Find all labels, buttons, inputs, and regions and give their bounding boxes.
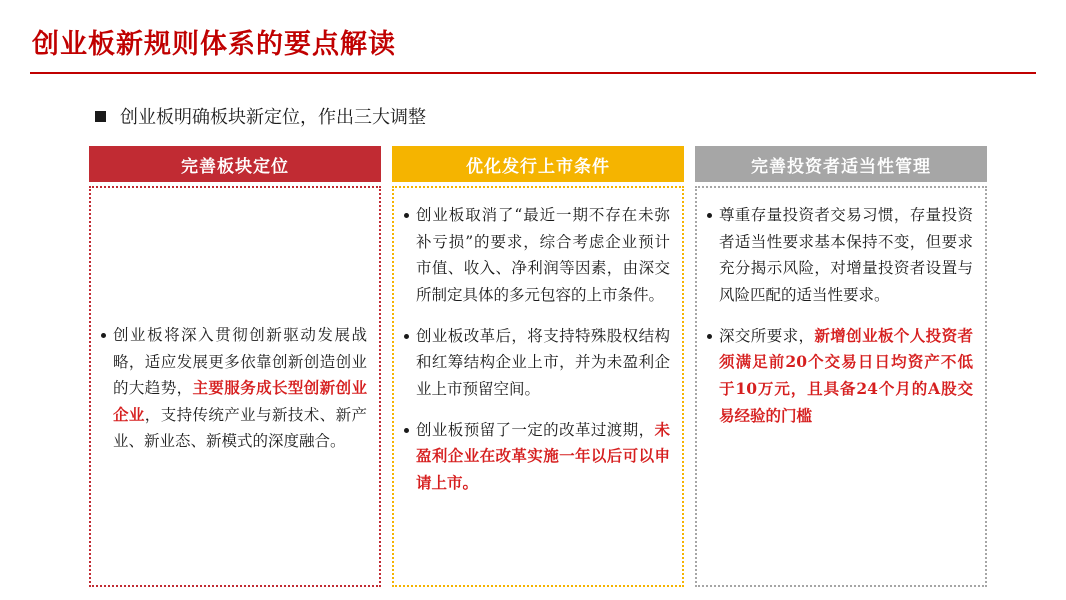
bullet-text: [416, 417, 670, 497]
body-text: 创业板将深入贯彻创新驱动发展战略，适应发展更多依靠创新创造创业的大趋势，: [113, 325, 367, 398]
bullet-text: [416, 323, 670, 403]
column-body: [695, 186, 987, 587]
body-text: ，支持传统产业与新技术、新产业、新业态、新模式的深度融合。: [113, 405, 367, 451]
highlight-text: 未盈利企业在改革实施一年以后可以申请上市。: [416, 419, 670, 492]
bullet-dot-icon: [101, 333, 106, 338]
highlight-text: 新增创业板个人投资者须满足前20个交易日日均资产不低于10万元，且具备24个月的A股交易经验的门槛: [719, 325, 973, 425]
lead-bullet-text: 创业板明确板块新定位，作出三大调整: [120, 107, 426, 128]
column-positioning: [89, 146, 381, 587]
bullet-dot-icon: [404, 213, 409, 218]
column-body: [392, 186, 684, 587]
bullet-paragraph: [404, 323, 670, 403]
title-divider: [30, 72, 1036, 74]
highlight-text: 主要服务成长型创新创业企业: [113, 378, 367, 424]
bullet-text: [719, 202, 973, 309]
body-text: 创业板取消了“最近一期不存在未弥补亏损”的要求，综合考虑企业预计市值、收入、净利润等因素，由深交所制定具体的多元包容的上市条件。: [416, 206, 670, 304]
column-listing-conditions: [392, 146, 684, 587]
body-text: 尊重存量投资者交易习惯，存量投资者适当性要求基本保持不变，但要求充分揭示风险，对增量投资者设置与风险匹配的适当性要求。: [719, 206, 973, 304]
bullet-paragraph: [404, 417, 670, 497]
bullet-dot-icon: [404, 428, 409, 433]
page-title: 创业板新规则体系的要点解读: [32, 29, 396, 60]
bullet-paragraph: [707, 323, 973, 430]
column-body: [89, 186, 381, 587]
bullet-dot-icon: [707, 213, 712, 218]
bullet-dot-icon: [404, 334, 409, 339]
bullet-text: [719, 323, 973, 430]
body-text: 创业板预留了一定的改革过渡期，: [416, 420, 655, 439]
lead-bullet-row: [95, 103, 426, 129]
bullet-text: [416, 202, 670, 309]
columns-container: [89, 146, 987, 587]
bullet-text: [113, 322, 367, 455]
bullet-paragraph: [101, 322, 367, 455]
bullet-dot-icon: [707, 334, 712, 339]
square-bullet-icon: [95, 111, 106, 122]
body-text: 深交所要求，: [719, 326, 815, 345]
bullet-paragraph: [404, 202, 670, 309]
body-text: 创业板改革后，将支持特殊股权结构和红筹结构企业上市，并为未盈利企业上市预留空间。: [416, 326, 670, 398]
column-investor-suitability: [695, 146, 987, 587]
column-header: 完善板块定位: [89, 146, 381, 182]
column-header: 优化发行上市条件: [392, 146, 684, 182]
bullet-paragraph: [707, 202, 973, 309]
column-header: 完善投资者适当性管理: [695, 146, 987, 182]
